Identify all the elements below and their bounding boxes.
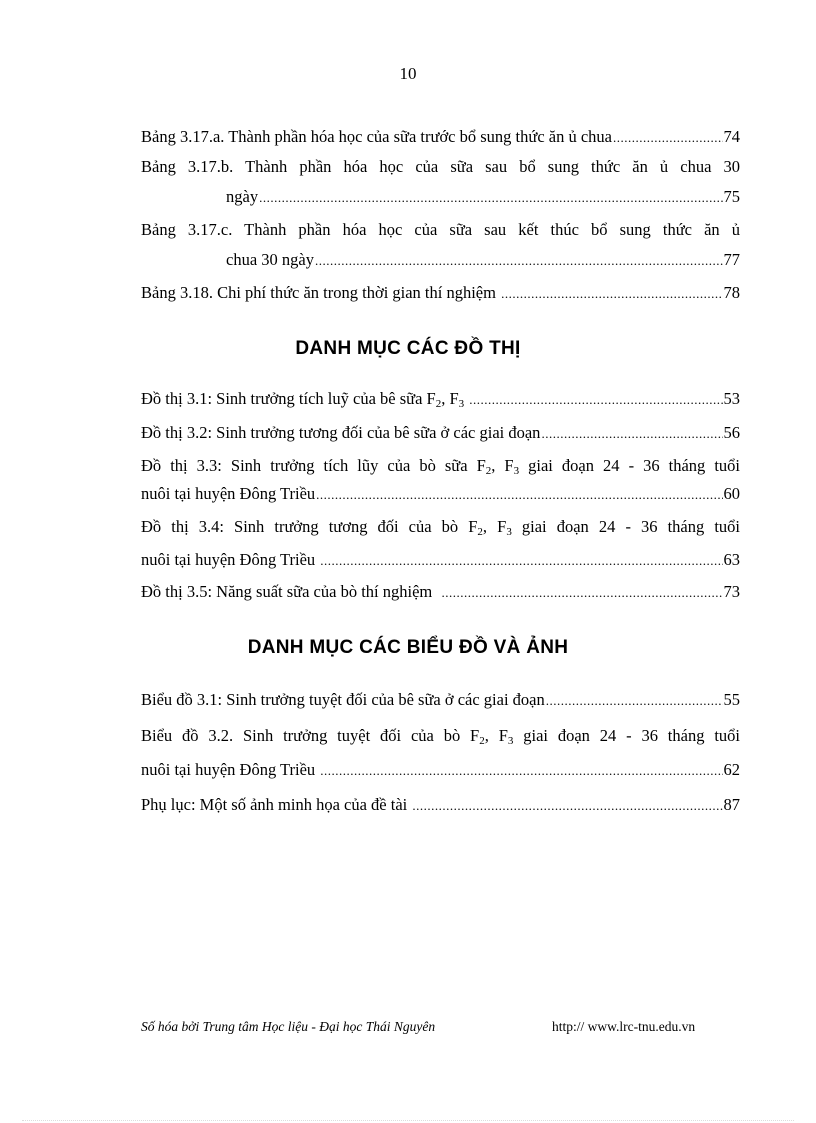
text-segment: Bảng 3.17.c. Thành phần hóa học của sữa sau kết thúc bổ sung thức ăn ủ bbox=[141, 220, 740, 239]
dot-leader bbox=[613, 127, 723, 148]
text-segment: , F bbox=[441, 389, 459, 408]
text-segment: , F bbox=[484, 726, 508, 745]
toc-page-number: 73 bbox=[723, 582, 740, 601]
dot-leader bbox=[320, 760, 722, 781]
toc-entry-text bbox=[141, 127, 612, 147]
text-segment: Bảng 3.17.b. Thành phần hóa học của sữa sau bổ sung thức ăn ủ chua 30 bbox=[141, 157, 740, 176]
subscript: 2 bbox=[479, 735, 485, 747]
dot-leader bbox=[441, 582, 722, 603]
text-segment: Biểu đồ 3.1: Sinh trưởng tuyệt đối của bê sữa ở các giai đoạn bbox=[141, 690, 545, 709]
toc-page-number: 78 bbox=[723, 283, 740, 302]
dot-leader bbox=[469, 389, 722, 410]
dot-leader bbox=[546, 690, 723, 711]
toc-entry-text bbox=[226, 187, 258, 207]
toc-page-number: 77 bbox=[723, 250, 740, 269]
toc-page-number: 62 bbox=[723, 760, 740, 779]
toc-entry-line[interactable] bbox=[226, 187, 740, 208]
toc-entry-line[interactable] bbox=[141, 423, 740, 444]
text-segment: nuôi tại huyện Đông Triều bbox=[141, 760, 320, 779]
toc-entry-line[interactable] bbox=[141, 690, 740, 711]
toc-entry-text bbox=[141, 456, 740, 476]
dot-leader bbox=[412, 795, 722, 816]
toc-entry-line[interactable] bbox=[141, 726, 740, 746]
toc-entry-text bbox=[141, 220, 740, 240]
toc-entry-text bbox=[141, 283, 500, 303]
text-segment: giai đoạn 24 - 36 tháng tuổi bbox=[519, 456, 741, 475]
toc-entry-line[interactable] bbox=[141, 550, 740, 571]
toc-entry-text bbox=[141, 484, 315, 504]
text-segment: giai đoạn 24 - 36 tháng tuổi bbox=[511, 517, 740, 536]
text-segment: Đồ thị 3.5: Năng suất sữa của bò thí nghiệm bbox=[141, 582, 441, 601]
toc-entry-text bbox=[141, 582, 440, 602]
toc-entry-line[interactable] bbox=[141, 283, 740, 304]
text-segment: Bảng 3.18. Chi phí thức ăn trong thời gian thí nghiệm bbox=[141, 283, 501, 302]
text-segment: Biểu đồ 3.2. Sinh trưởng tuyệt đối của bò F bbox=[141, 726, 480, 745]
dot-leader bbox=[541, 423, 722, 444]
dot-leader bbox=[501, 283, 722, 304]
toc-entry-text bbox=[141, 517, 740, 537]
subscript: 3 bbox=[507, 735, 514, 747]
toc-page-number: 56 bbox=[723, 423, 740, 442]
footer-source: Số hóa bởi Trung tâm Học liệu - Đại học Thái Nguyên bbox=[141, 1019, 436, 1034]
text-segment: nuôi tại huyện Đông Triều bbox=[141, 484, 316, 503]
toc-entry-line[interactable] bbox=[141, 157, 740, 177]
toc-entry-line[interactable] bbox=[141, 389, 740, 410]
dot-leader bbox=[316, 484, 722, 505]
footer-url[interactable]: http:// www.lrc-tnu.edu.vn bbox=[552, 1019, 696, 1034]
toc-entry-line[interactable] bbox=[141, 760, 740, 781]
toc-entry-text bbox=[141, 423, 540, 443]
toc-entry-line[interactable] bbox=[141, 795, 740, 816]
toc-entry-text bbox=[141, 795, 411, 815]
page-border bbox=[22, 1120, 794, 1121]
subscript: 2 bbox=[435, 398, 442, 410]
toc-entry-line[interactable] bbox=[141, 484, 740, 505]
subscript: 3 bbox=[513, 465, 520, 477]
text-segment: , F bbox=[491, 456, 514, 475]
toc-entry-text bbox=[141, 726, 740, 746]
page-number: 10 bbox=[399, 64, 417, 83]
text-segment: Bảng 3.17.a. Thành phần hóa học của sữa trước bổ sung thức ăn ủ chua bbox=[141, 127, 612, 146]
toc-entry-text bbox=[141, 550, 319, 570]
dot-leader bbox=[320, 550, 722, 571]
text-segment: ngày bbox=[226, 187, 259, 206]
text-segment: Đồ thị 3.4: Sinh trưởng tương đối của bò F bbox=[141, 517, 478, 536]
text-segment: Đồ thị 3.3: Sinh trưởng tích lũy của bò sữa F bbox=[141, 456, 486, 475]
text-segment: Đồ thị 3.2: Sinh trưởng tương đối của bê sữa ở các giai đoạn bbox=[141, 423, 541, 442]
text-segment: nuôi tại huyện Đông Triều bbox=[141, 550, 320, 569]
text-segment: , F bbox=[482, 517, 507, 536]
heading-graph-list: DANH MỤC CÁC ĐỒ THỊ bbox=[295, 338, 521, 359]
toc-page-number: 63 bbox=[723, 550, 740, 569]
toc-page-number: 87 bbox=[723, 795, 740, 814]
toc-entry-line[interactable] bbox=[141, 127, 740, 148]
dot-leader bbox=[315, 250, 723, 271]
toc-entry-line[interactable] bbox=[141, 517, 740, 537]
toc-entry-text bbox=[141, 389, 468, 409]
toc-entry-line[interactable] bbox=[141, 220, 740, 240]
toc-entry-text bbox=[141, 690, 545, 710]
toc-entry-line[interactable] bbox=[141, 456, 740, 476]
toc-entry-line[interactable] bbox=[141, 582, 740, 603]
toc-entry-text bbox=[226, 250, 314, 270]
text-segment bbox=[464, 389, 468, 408]
subscript: 2 bbox=[485, 465, 492, 477]
toc-page-number: 75 bbox=[723, 187, 740, 206]
toc-page-number: 60 bbox=[723, 484, 740, 503]
toc-entry-text bbox=[141, 157, 740, 177]
subscript: 3 bbox=[458, 398, 465, 410]
subscript: 3 bbox=[506, 526, 512, 538]
toc-page-number: 74 bbox=[723, 127, 740, 146]
heading-chart-list: DANH MỤC CÁC BIỂU ĐỒ VÀ ẢNH bbox=[247, 637, 569, 658]
text-segment: Đồ thị 3.1: Sinh trưởng tích luỹ của bê sữa F bbox=[141, 389, 436, 408]
dot-leader bbox=[259, 187, 722, 208]
text-segment: giai đoạn 24 - 36 tháng tuổi bbox=[513, 726, 740, 745]
toc-page-number: 55 bbox=[723, 690, 740, 709]
toc-entry-line[interactable] bbox=[226, 250, 740, 271]
text-segment: chua 30 ngày bbox=[226, 250, 314, 269]
toc-page-number: 53 bbox=[723, 389, 740, 408]
subscript: 2 bbox=[477, 526, 483, 538]
text-segment: Phụ lục: Một số ảnh minh họa của đề tài bbox=[141, 795, 412, 814]
toc-entry-text bbox=[141, 760, 319, 780]
